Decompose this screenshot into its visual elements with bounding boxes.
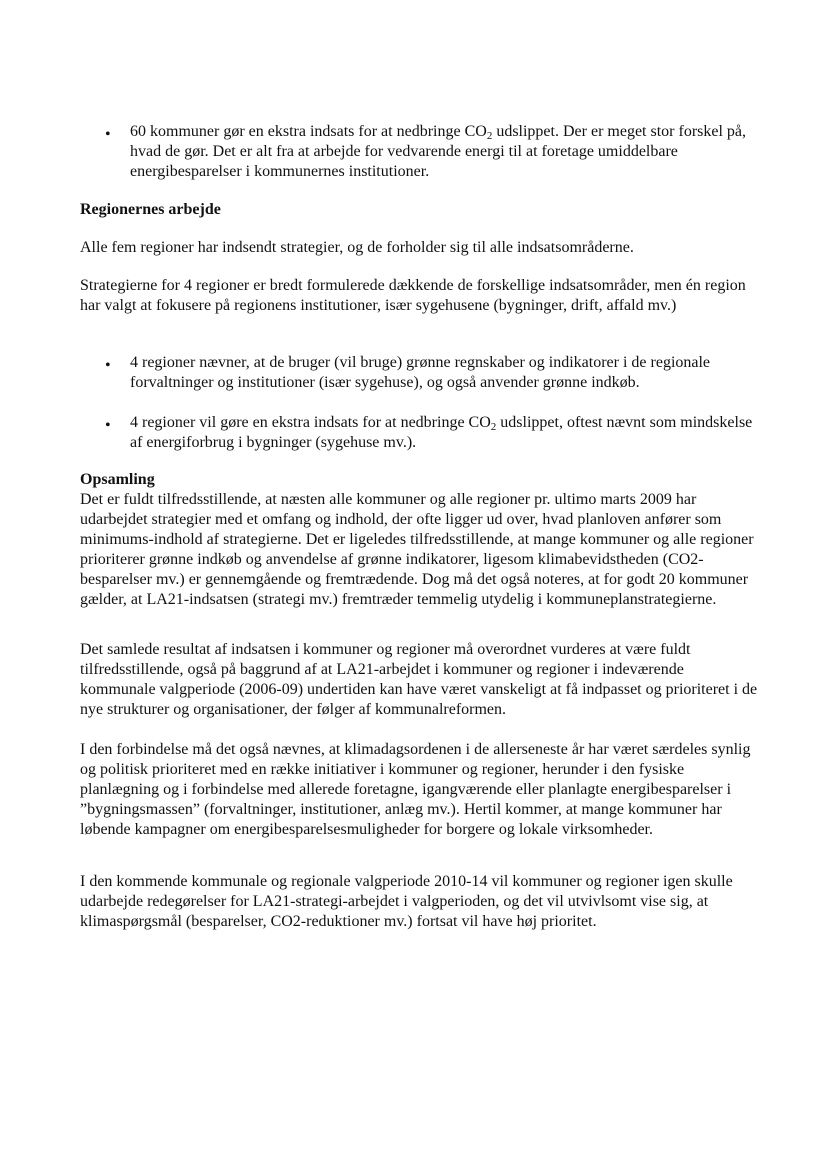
paragraph-opsamling-4: I den kommende kommunale og regionale valgperiode 2010-14 vil kommuner og regioner igen skulle udarbejde redegørelser for LA21-strategi-arbejdet i valgperioden, og det vil utvivlsomt vise sig, at klimaspørgsmål (besparelser, CO2-reduktioner mv.) fortsat vil have høj prioritet. — [80, 873, 733, 930]
bullet-marker: • — [105, 126, 111, 143]
paragraph-regioner-strategier: Alle fem regioner har indsendt strategier, og de forholder sig til alle indsatsområderne. — [80, 239, 634, 256]
heading-regionernes-arbejde: Regionernes arbejde — [80, 201, 221, 218]
heading-opsamling: Opsamling — [80, 471, 155, 488]
bullet-groenne-regnskaber: 4 regioner nævner, at de bruger (vil bruge) grønne regnskaber og indikatorer i de regionale forvaltninger og institutioner (især sygehuse), og også anvender grønne indkøb. — [130, 354, 711, 391]
bullet-marker: • — [105, 417, 111, 434]
paragraph-regioner-indsatsomraader: Strategierne for 4 regioner er bredt formulerede dækkende de forskellige indsatsområder, men én region har valgt at fokusere på regionens institutioner, især sygehusene (bygninger, drift, affald mv.) — [80, 277, 746, 314]
paragraph-opsamling-2: Det samlede resultat af indsatsen i kommuner og regioner må overordnet vurderes at være fuldt tilfredsstillende, også på baggrund af at LA21-arbejdet i kommuner og regioner i indeværende kommunale valgperiode (2006-09) undertiden kan have været vanskeligt at få indpasset og prioriteret i de nye strukturer og organisationer, der følger af kommunalreformen. — [80, 641, 758, 718]
bullet-regioner-co2: 4 regioner vil gøre en ekstra indsats for at nedbringe $CO_2$ udslippet, oftest nævnt som mindskelse af energiforbrug i bygninger (sygehuse mv.). — [130, 414, 753, 451]
paragraph-opsamling-3: I den forbindelse må det også nævnes, at klimadagsordenen i de allerseneste år har været særdeles synlig og politisk prioriteret med en række initiativer i kommuner og regioner, herunder i den fysiske planlægning og i forbindelse med allerede foretagne, igangværende eller planlagte energibesparelser i ”bygningsmassen” (forvaltninger, institutioner, anlæg mv.). Hertil kommer, at mange kommuner har løbende kampagner om energibesparelsesmuligheder for borgere og lokale virksomheder. — [80, 741, 751, 838]
bullet-kommuner-co2: 60 kommuner gør en ekstra indsats for at nedbringe $CO_2$ udslippet. Der er meget stor forskel på, hvad de gør. Det er alt fra at arbejde for vedvarende energi til at foretage umiddelbare energibesparelser i kommunernes institutioner. — [130, 123, 747, 180]
bullet-marker: • — [105, 357, 111, 374]
paragraph-opsamling-1: Det er fuldt tilfredsstillende, at næsten alle kommuner og alle regioner pr. ultimo marts 2009 har udarbejdet strategier med et omfang og indhold, der ofte ligger ud over, hvad planloven anfører som minimums-indhold af strategierne. Det er ligeledes tilfredsstillende, at mange kommuner og alle regioner prioriterer grønne indkøb og anvendelse af grønne indikatorer, ligesom klimabevidstheden (CO2-besparelser mv.) er gennemgående og fremtrædende. Dog må det også noteres, at for godt 20 kommuner gælder, at LA21-indsatsen (strategi mv.) fremtræder temmelig utydelig i kommuneplanstrategierne. — [80, 491, 754, 608]
